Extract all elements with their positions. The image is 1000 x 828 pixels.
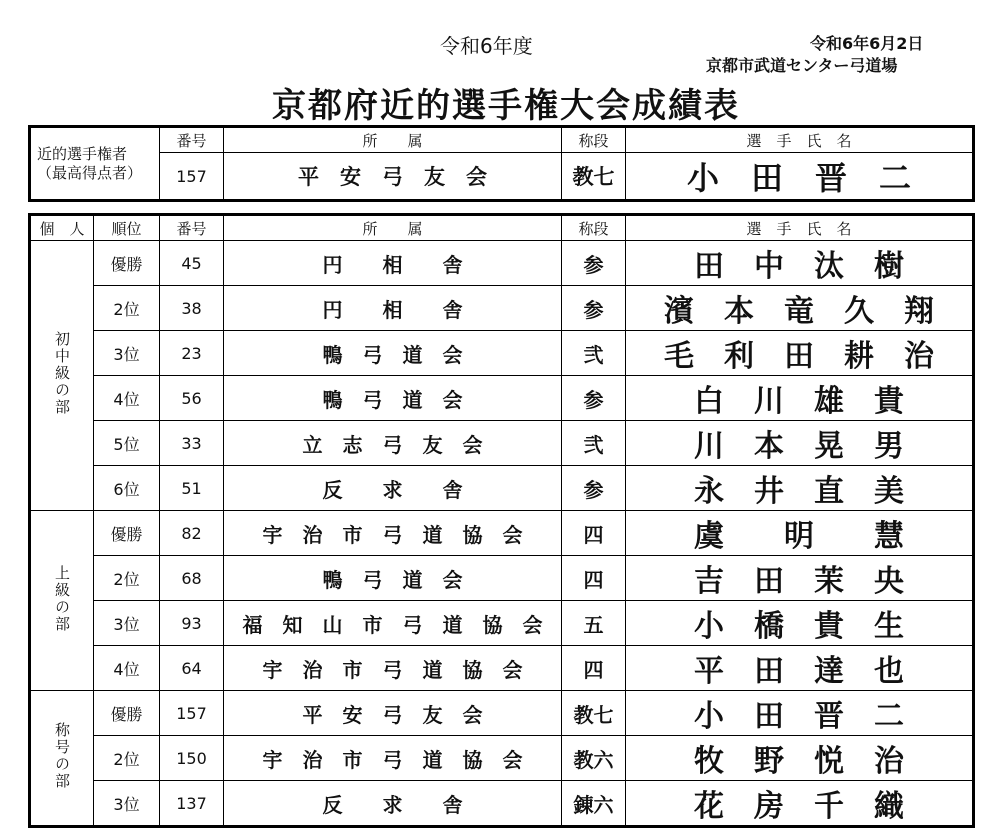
affiliation-cell: 福 知 山 市 弓 道 協 会 [224, 601, 562, 646]
fiscal-year: 令和6年度 [440, 34, 533, 58]
affiliation-cell: 宇 治 市 弓 道 協 会 [224, 511, 562, 556]
place-cell: 優勝 [94, 241, 160, 286]
champion-label-line2: （最高得点者） [37, 163, 143, 182]
name-cell: 牧 野 悦 治 [626, 736, 974, 781]
venue: 京都市武道センター弓道場 [706, 56, 898, 75]
rank-cell: 参 [562, 376, 626, 421]
place-cell: 優勝 [94, 511, 160, 556]
number-cell: 23 [160, 331, 224, 376]
name-cell: 毛 利 田 耕 治 [626, 331, 974, 376]
place-cell: 3位 [94, 331, 160, 376]
rank-cell: 弐 [562, 421, 626, 466]
result-row [30, 511, 974, 556]
affiliation-cell: 鴨 弓 道 会 [224, 331, 562, 376]
number-cell: 157 [160, 691, 224, 736]
rank-cell: 五 [562, 601, 626, 646]
rank-cell: 参 [562, 286, 626, 331]
number-cell: 33 [160, 421, 224, 466]
champion-label [30, 127, 160, 201]
number-cell: 38 [160, 286, 224, 331]
number-cell: 150 [160, 736, 224, 781]
affiliation-cell: 鴨 弓 道 会 [224, 376, 562, 421]
header-number: 番号 [160, 127, 224, 153]
rank-cell: 四 [562, 646, 626, 691]
results-table [28, 213, 975, 828]
name-cell: 小 田 晋 二 [626, 691, 974, 736]
result-row [30, 736, 974, 781]
affiliation-cell: 立 志 弓 友 会 [224, 421, 562, 466]
result-row [30, 556, 974, 601]
number-cell: 82 [160, 511, 224, 556]
result-row [30, 331, 974, 376]
header-rank: 称段 [562, 215, 626, 241]
place-cell: 優勝 [94, 691, 160, 736]
category-label-text: 上級の部 [53, 564, 71, 633]
name-cell: 小 橋 貴 生 [626, 601, 974, 646]
category-label [30, 691, 94, 827]
champion-number: 157 [160, 153, 224, 201]
place-cell: 4位 [94, 376, 160, 421]
result-row [30, 241, 974, 286]
header-name: 選 手 氏 名 [626, 127, 974, 153]
name-cell: 濱 本 竜 久 翔 [626, 286, 974, 331]
champion-name: 小 田 晋 二 [626, 153, 974, 201]
number-cell: 137 [160, 781, 224, 827]
affiliation-cell: 宇 治 市 弓 道 協 会 [224, 646, 562, 691]
header-affiliation: 所 属 [224, 127, 562, 153]
number-cell: 93 [160, 601, 224, 646]
place-cell: 2位 [94, 736, 160, 781]
header-place: 順位 [94, 215, 160, 241]
result-row [30, 286, 974, 331]
champion-label-line1: 近的選手権者 [37, 144, 128, 163]
affiliation-cell: 平 安 弓 友 会 [224, 691, 562, 736]
name-cell: 虞 明 慧 [626, 511, 974, 556]
document-date: 令和6年6月2日 [810, 34, 924, 53]
affiliation-cell: 宇 治 市 弓 道 協 会 [224, 736, 562, 781]
place-cell: 2位 [94, 286, 160, 331]
affiliation-cell: 鴨 弓 道 会 [224, 556, 562, 601]
document-title: 京都府近的選手権大会成績表 [272, 86, 740, 126]
place-cell: 5位 [94, 421, 160, 466]
number-cell: 51 [160, 466, 224, 511]
header-rank: 称段 [562, 127, 626, 153]
header-number: 番号 [160, 215, 224, 241]
rank-cell: 参 [562, 466, 626, 511]
affiliation-cell: 反 求 舎 [224, 781, 562, 827]
affiliation-cell: 円 相 舎 [224, 241, 562, 286]
rank-cell: 錬六 [562, 781, 626, 827]
category-label-text: 初中級の部 [53, 331, 71, 416]
name-cell: 川 本 晃 男 [626, 421, 974, 466]
number-cell: 68 [160, 556, 224, 601]
result-row [30, 646, 974, 691]
place-cell: 3位 [94, 601, 160, 646]
name-cell: 田 中 汰 樹 [626, 241, 974, 286]
champion-table [28, 125, 975, 202]
name-cell: 平 田 達 也 [626, 646, 974, 691]
result-row [30, 601, 974, 646]
name-cell: 永 井 直 美 [626, 466, 974, 511]
affiliation-cell: 円 相 舎 [224, 286, 562, 331]
results-body [30, 241, 974, 827]
champion-rank: 教七 [562, 153, 626, 201]
header-division: 個 人 [30, 215, 94, 241]
affiliation-cell: 反 求 舎 [224, 466, 562, 511]
rank-cell: 四 [562, 511, 626, 556]
result-row [30, 421, 974, 466]
rank-cell: 教七 [562, 691, 626, 736]
result-row [30, 781, 974, 827]
place-cell: 6位 [94, 466, 160, 511]
result-row [30, 691, 974, 736]
number-cell: 45 [160, 241, 224, 286]
rank-cell: 弐 [562, 331, 626, 376]
place-cell: 3位 [94, 781, 160, 827]
category-label [30, 511, 94, 691]
name-cell: 吉 田 茉 央 [626, 556, 974, 601]
category-label-text: 称号の部 [53, 722, 71, 790]
name-cell: 白 川 雄 貴 [626, 376, 974, 421]
result-row [30, 466, 974, 511]
place-cell: 4位 [94, 646, 160, 691]
category-label [30, 241, 94, 511]
number-cell: 64 [160, 646, 224, 691]
header-name: 選 手 氏 名 [626, 215, 974, 241]
rank-cell: 教六 [562, 736, 626, 781]
name-cell: 花 房 千 織 [626, 781, 974, 827]
header-affiliation: 所 属 [224, 215, 562, 241]
champion-affiliation: 平 安 弓 友 会 [224, 153, 562, 201]
result-row [30, 376, 974, 421]
number-cell: 56 [160, 376, 224, 421]
rank-cell: 四 [562, 556, 626, 601]
rank-cell: 参 [562, 241, 626, 286]
place-cell: 2位 [94, 556, 160, 601]
